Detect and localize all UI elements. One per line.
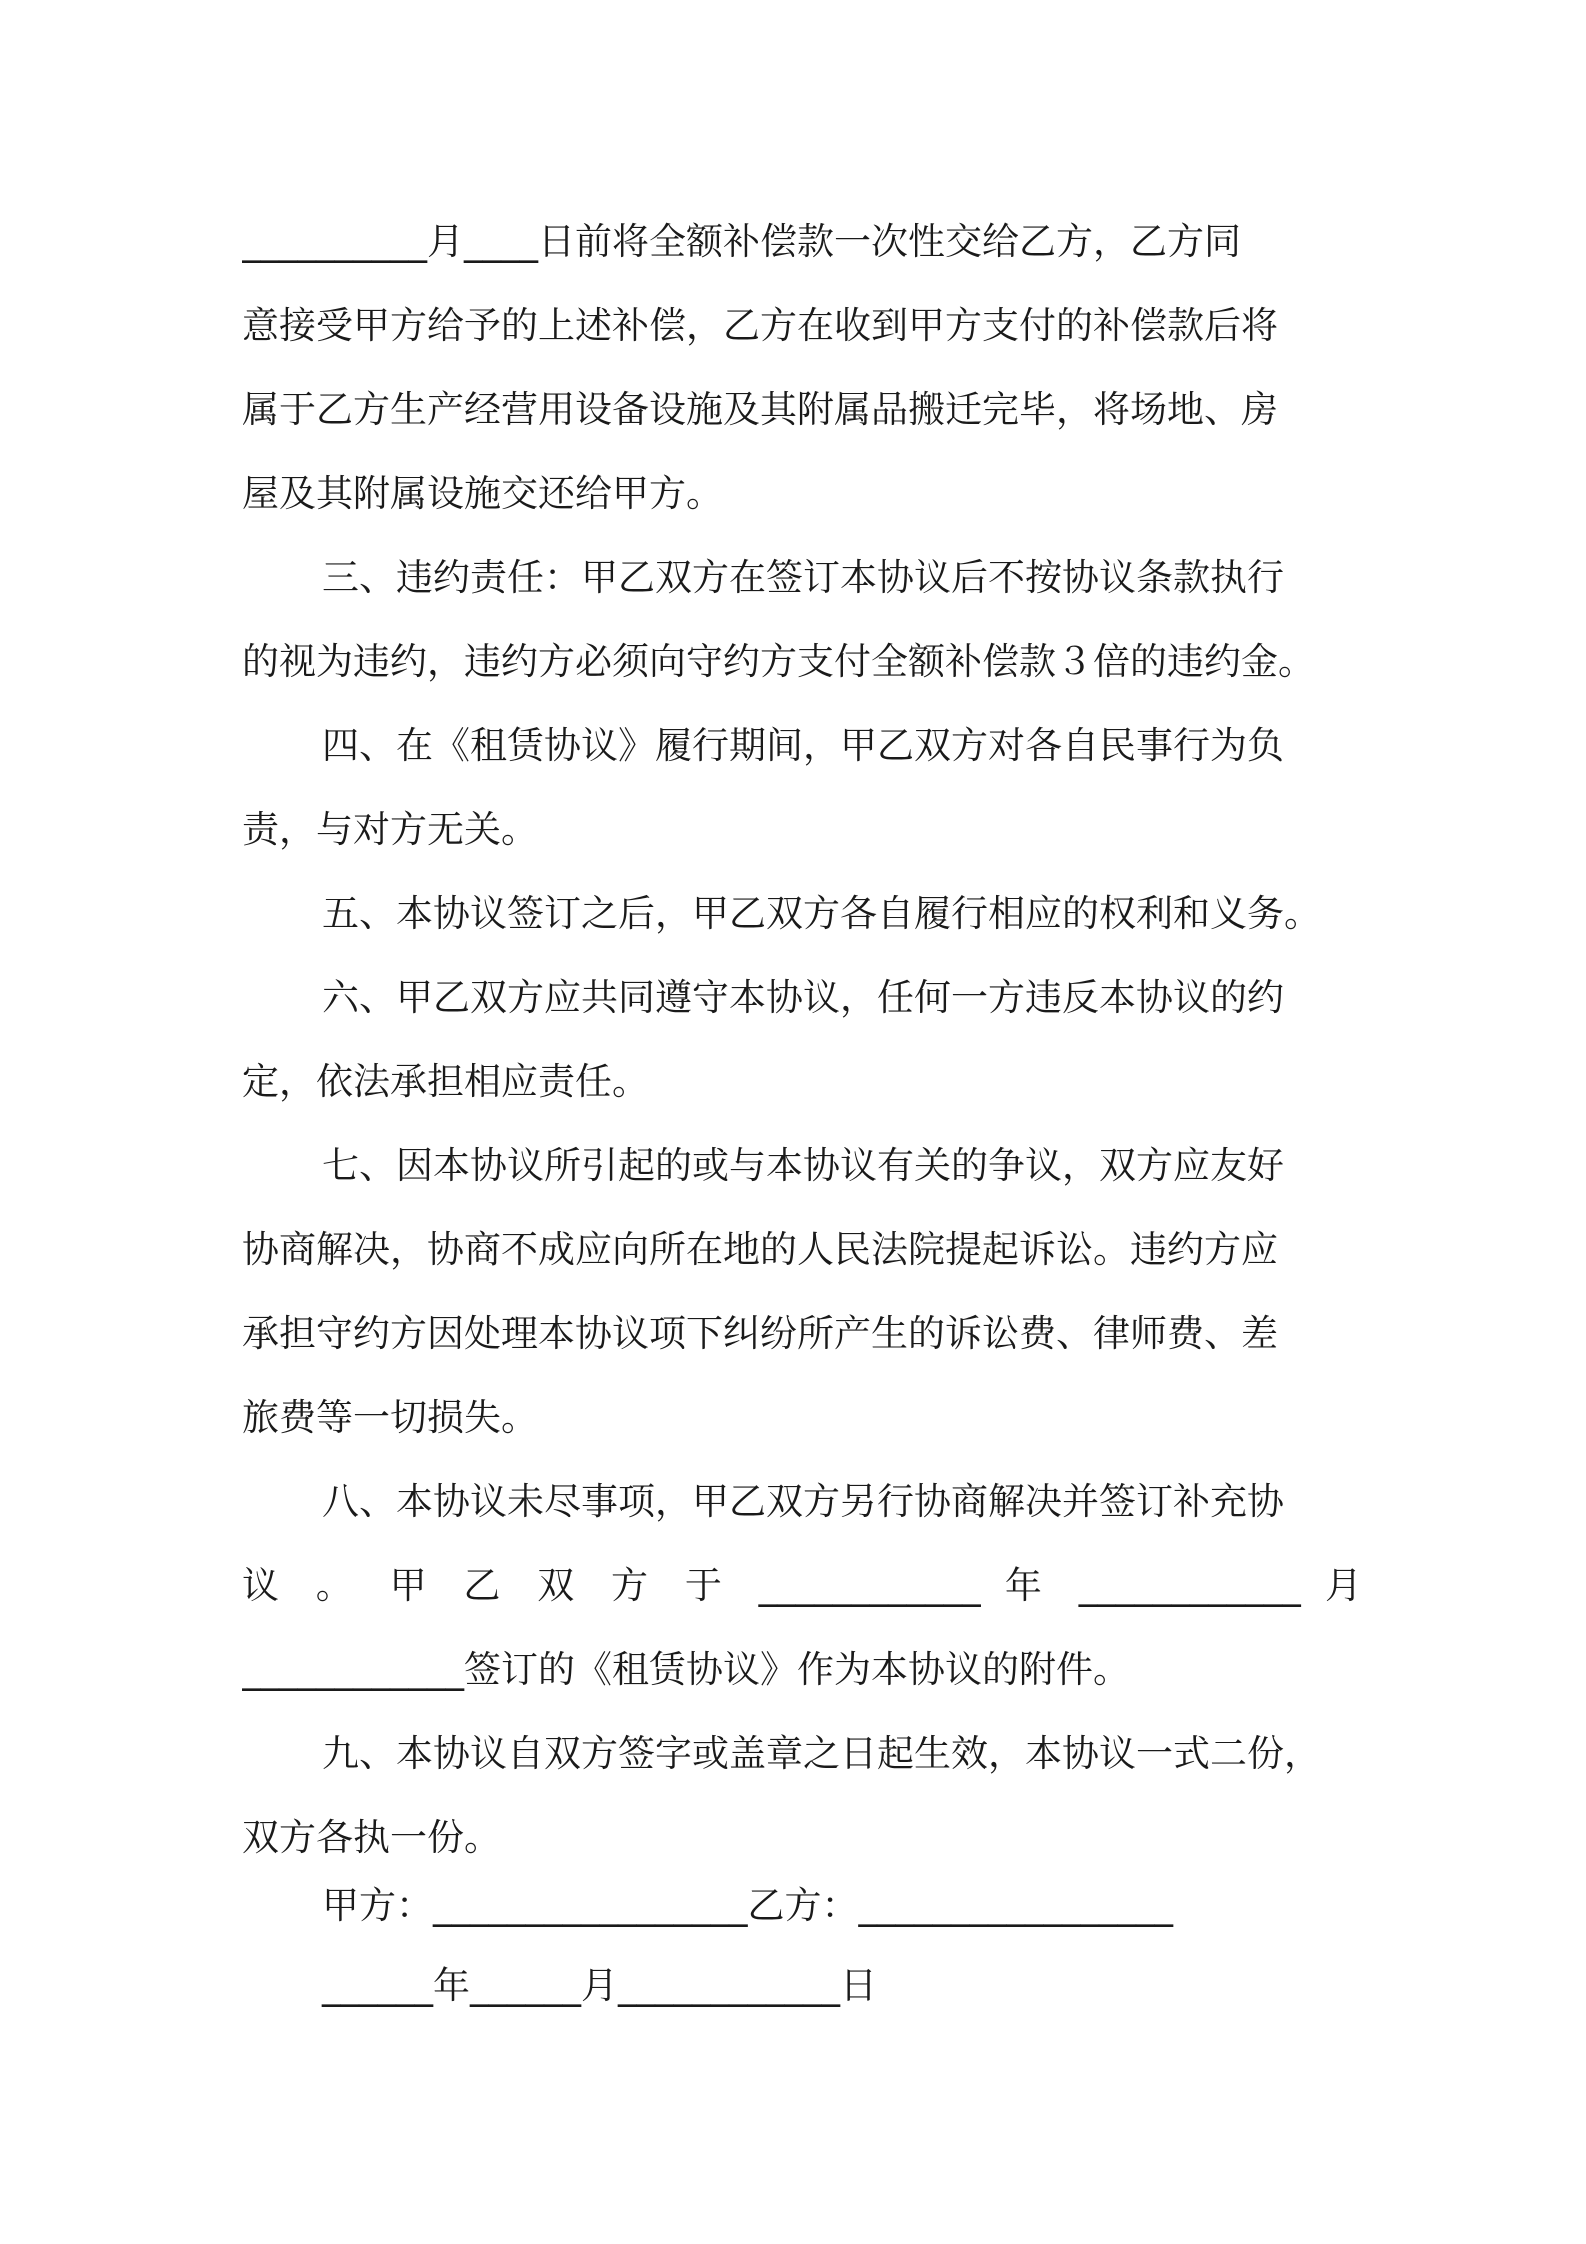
clause-3-line: 三、违约责任：甲乙双方在签订本协议后不按协议条款执行 — [322, 556, 1284, 599]
text-line: 议 。 甲 乙 双 方 于 ____________ 年 ____________ 月 — [242, 1564, 1362, 1607]
text-line: ____________签订的《租赁协议》作为本协议的附件。 — [242, 1648, 1130, 1691]
text-line: 协商解决，协商不成应向所在地的人民法院提起诉讼。违约方应 — [242, 1228, 1278, 1271]
text-line: 定，依法承担相应责任。 — [242, 1060, 649, 1103]
signature-parties-line: 甲方：_________________乙方：_________________ — [322, 1884, 1173, 1927]
signature-date-line: ______年______月____________日 — [322, 1964, 877, 2007]
clause-8-line: 八、本协议未尽事项，甲乙双方另行协商解决并签订补充协 — [322, 1480, 1284, 1523]
text-line: 属于乙方生产经营用设备设施及其附属品搬迁完毕，将场地、房 — [242, 388, 1278, 431]
text-line: 承担守约方因处理本协议项下纠纷所产生的诉讼费、律师费、差 — [242, 1312, 1278, 1355]
document-body — [242, 200, 1362, 1880]
text-line: 旅费等一切损失。 — [242, 1396, 538, 1439]
text-line: 屋及其附属设施交还给甲方。 — [242, 472, 723, 515]
clause-4-line: 四、在《租赁协议》履行期间，甲乙双方对各自民事行为负 — [322, 724, 1284, 767]
clause-7-line: 七、因本协议所引起的或与本协议有关的争议，双方应友好 — [322, 1144, 1284, 1187]
clause-5-line: 五、本协议签订之后，甲乙双方各自履行相应的权利和义务。 — [322, 892, 1321, 935]
text-line: __________月____日前将全额补偿款一次性交给乙方，乙方同 — [242, 220, 1241, 263]
clause-6-line: 六、甲乙双方应共同遵守本协议，任何一方违反本协议的约 — [322, 976, 1284, 1019]
text-line: 的视为违约，违约方必须向守约方支付全额补偿款３倍的违约金。 — [242, 640, 1315, 683]
text-line: 责，与对方无关。 — [242, 808, 538, 851]
clause-9-line: 九、本协议自双方签字或盖章之日起生效，本协议一式二份， — [322, 1732, 1321, 1775]
text-line: 双方各执一份。 — [242, 1816, 501, 1859]
text-line: 意接受甲方给予的上述补偿，乙方在收到甲方支付的补偿款后将 — [242, 304, 1278, 347]
